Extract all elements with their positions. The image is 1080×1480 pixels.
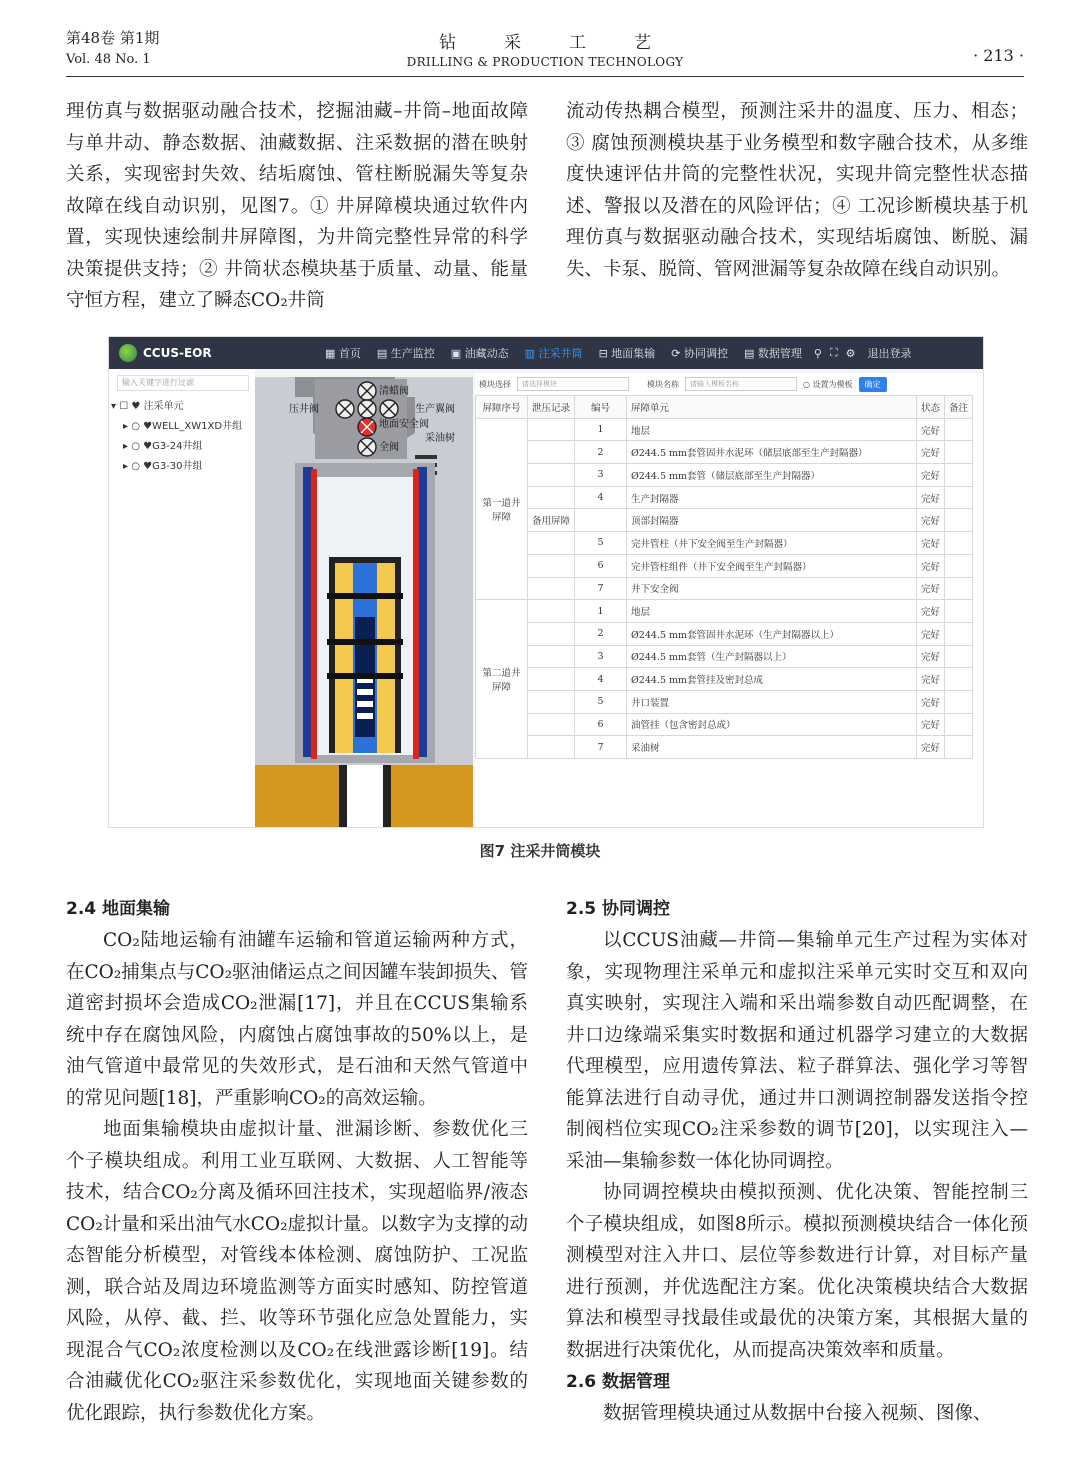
journal-title-en: DRILLING & PRODUCTION TECHNOLOGY	[406, 55, 684, 69]
module-select[interactable]: 请选择模块	[517, 377, 629, 391]
confirm-button[interactable]: 确定	[859, 377, 887, 392]
table-row: 7 井下安全阀 完好	[476, 577, 973, 600]
barrier-table-panel	[475, 373, 984, 828]
table-row: 3 Ø244.5 mm套管（生产封隔器以上） 完好	[476, 645, 973, 668]
volume-en: Vol. 48 No. 1	[66, 52, 151, 67]
tree-node-group[interactable]: ▸ ○ ♥G3-24井组	[123, 441, 203, 452]
journal-volume	[66, 28, 159, 70]
set-template-checkbox[interactable]: ○ 设置为模板	[803, 379, 853, 389]
column-header: 编号	[575, 396, 627, 419]
paragraph: 数据管理模块通过从数据中台接入视频、图像、	[603, 1403, 992, 1424]
module-select-label: 模块选择	[479, 379, 511, 389]
svg-text:地面安全阀: 地面安全阀	[379, 419, 429, 430]
nav-item-production[interactable]: ▤ 生产监控	[376, 347, 435, 360]
app-logo	[109, 344, 309, 362]
table-row: 4 生产封隔器 完好	[476, 486, 973, 509]
journal-title	[345, 28, 745, 69]
paragraph: 地面集输模块由虚拟计量、泄漏诊断、参数优化三个子模块组成。利用工业互联网、大数据、人工智能等技术，结合CO₂分离及循环回注技术，实现超临界/液态CO₂计量和采出油气水CO₂虚拟计量。以数字为支撑的动态智能分析模型，对管线本体检测、腐蚀防护、工况监测，联合站及周边环境监测等方面实时感知、防控管道风险，从停、截、拦、收等环节强化应急处置能力，实现混合气CO₂浓度检测以及CO₂在线泄露诊断[19]。结合油藏优化CO₂驱注采参数优化，实现地面关键参数的优化跟踪，执行参数优化方案。	[66, 1119, 528, 1424]
section-heading: 2.5 协同调控	[566, 899, 671, 919]
barrier-group-label: 第二道井屏障	[476, 600, 528, 759]
table-row: 6 完井管柱组件（井下安全阀至生产封隔器） 完好	[476, 554, 973, 577]
app-navbar	[109, 337, 983, 369]
barrier-group-label: 第一道井屏障	[476, 418, 528, 600]
svg-text:生产翼阀: 生产翼阀	[415, 404, 455, 415]
top-right-column	[566, 96, 1028, 285]
module-controls	[475, 373, 984, 395]
app-name: CCUS-EOR	[143, 346, 212, 360]
svg-text:压井阀: 压井阀	[289, 404, 319, 415]
paragraph: 流动传热耦合模型，预测注采井的温度、压力、相态；③ 腐蚀预测模块基于业务模型和数字融合技术，从多维度快速评估井筒的完整性状况，实现井筒完整性状态描述、警报以及潜在的风险评估；④ 工况诊断模块基于机理仿真与数据驱动融合技术，实现结垢腐蚀、断脱、漏失、卡泵、脱筒、管网泄漏等复杂故障在线自动识别。	[566, 101, 1028, 280]
svg-text:全阀: 全阀	[379, 442, 399, 453]
paragraph: 以CCUS油藏—井筒—集输单元生产过程为实体对象，实现物理注采单元和虚拟注采单元实时交互和双向真实映射，实现注入端和采出端参数自动匹配调整，在井口边缘端采集实时数据和通过机器学习建立的大数据代理模型，应用遗传算法、粒子群算法、强化学习等智能算法进行自动寻优，通过井口测调控制器发送指令控制阀档位实现CO₂注采参数的调节[20]，以实现注入—采油—集输参数一体化协同调控。	[566, 930, 1028, 1172]
column-header: 状态	[917, 396, 945, 419]
svg-text:采油树: 采油树	[425, 433, 455, 444]
module-name-label: 模块名称	[647, 379, 679, 389]
nav-item-control[interactable]: ⟳ 协同调控	[671, 347, 728, 360]
fullscreen-icon[interactable]: ⛶	[829, 346, 838, 359]
column-header: 屏障单元	[627, 396, 917, 419]
leaf-logo-icon	[119, 344, 137, 362]
bottom-left-column	[66, 893, 528, 1429]
volume-cn: 第48卷 第1期	[66, 29, 160, 47]
table-row: 5 完井管柱（井下安全阀至生产封隔器） 完好	[476, 532, 973, 555]
table-row: 备用屏障 顶部封隔器 完好	[476, 509, 973, 532]
settings-icon[interactable]: ⚙	[845, 346, 856, 360]
table-row: 2 Ø244.5 mm套管固井水泥环（生产封隔器以上） 完好	[476, 622, 973, 645]
column-header: 泄压记录	[528, 396, 575, 419]
nav-item-reservoir[interactable]: ▣ 油藏动态	[450, 347, 509, 360]
table-row: 5 井口装置 完好	[476, 690, 973, 713]
table-row: 第二道井屏障 1 地层 完好	[476, 600, 973, 623]
page-number: · 213 ·	[973, 46, 1024, 65]
module-name-input[interactable]: 请输入模板名称	[685, 377, 797, 391]
search-icon[interactable]: ⚲	[813, 346, 822, 360]
top-left-column	[66, 96, 528, 317]
logout-button[interactable]: 退出登录	[867, 347, 912, 360]
nav-item-data[interactable]: ▤ 数据管理	[744, 347, 802, 360]
journal-title-cn: 钻采工艺	[439, 33, 699, 53]
figure-7-screenshot	[108, 336, 984, 828]
paragraph: 理仿真与数据驱动融合技术，挖掘油藏–井筒–地面故障与单井动、静态数据、油藏数据、注采数据的潜在映射关系，实现密封失效、结垢腐蚀、管柱断脱漏失等复杂故障在线自动识别，见图7。① 井屏障模块通过软件内置，实现快速绘制井屏障图，为井筒完整性异常的科学决策提供支持；② 井筒状态模块基于质量、动量、能量守恒方程，建立了瞬态CO₂井筒	[66, 101, 528, 311]
table-row: 2 Ø244.5 mm套管固井水泥环（储层底部至生产封隔器） 完好	[476, 441, 973, 464]
table-row: 6 油管挂（包含密封总成） 完好	[476, 713, 973, 736]
nav-item-home[interactable]: ▦ 首页	[325, 347, 361, 360]
column-header: 备注	[945, 396, 973, 419]
column-header: 屏障序号	[476, 396, 528, 419]
nav-item-wellbore[interactable]: ▥ 注采井筒	[524, 347, 583, 360]
tree-node-root[interactable]: ▾ ☐ ♥ 注采单元	[111, 401, 184, 412]
paragraph: CO₂陆地运输有油罐车运输和管道运输两种方式，在CO₂捕集点与CO₂驱油储运点之间因罐车装卸损失、管道密封损坏会造成CO₂泄漏[17]，并且在CCUS集输系统中存在腐蚀风险，内腐蚀占腐蚀事故的50%以上，是油气管道中最常见的失效形式，是石油和天然气管道中的常见问题[18]，严重影响CO₂的高效运输。	[66, 930, 528, 1109]
barrier-table	[475, 395, 973, 759]
table-row: 4 Ø244.5 mm套管挂及密封总成 完好	[476, 668, 973, 691]
table-row: 3 Ø244.5 mm套管（储层底部至生产封隔器） 完好	[476, 464, 973, 487]
table-row: 第一道井屏障 1 地层 完好	[476, 418, 973, 441]
tree-node-group[interactable]: ▸ ○ ♥WELL_XW1XD井组	[123, 421, 243, 432]
tree-search-input[interactable]: 输入关键字进行过滤	[117, 375, 249, 391]
svg-text:清蜡阀: 清蜡阀	[379, 386, 409, 397]
paragraph: 协同调控模块由模拟预测、优化决策、智能控制三个子模块组成，如图8所示。模拟预测模块结合一体化预测模型对注入井口、层位等参数进行计算，对目标产量进行预测，并优选配注方案。优化决策模块结合大数据算法和模型寻找最佳或最优的决策方案，其根据大量的数据进行决策优化，从而提高决策效率和质量。	[566, 1182, 1028, 1361]
unit-tree	[109, 369, 255, 828]
nav-item-surface[interactable]: ⊟ 地面集输	[598, 347, 656, 360]
tree-node-group[interactable]: ▸ ○ ♥G3-30井组	[123, 461, 203, 472]
section-heading: 2.4 地面集输	[66, 899, 171, 919]
figure-caption: 图7 注采井筒模块	[479, 842, 601, 860]
table-row: 7 采油树 完好	[476, 736, 973, 759]
header-rule	[66, 76, 1024, 77]
well-barrier-diagram	[255, 377, 473, 828]
bottom-right-column	[566, 893, 1028, 1430]
section-heading: 2.6 数据管理	[566, 1372, 671, 1392]
